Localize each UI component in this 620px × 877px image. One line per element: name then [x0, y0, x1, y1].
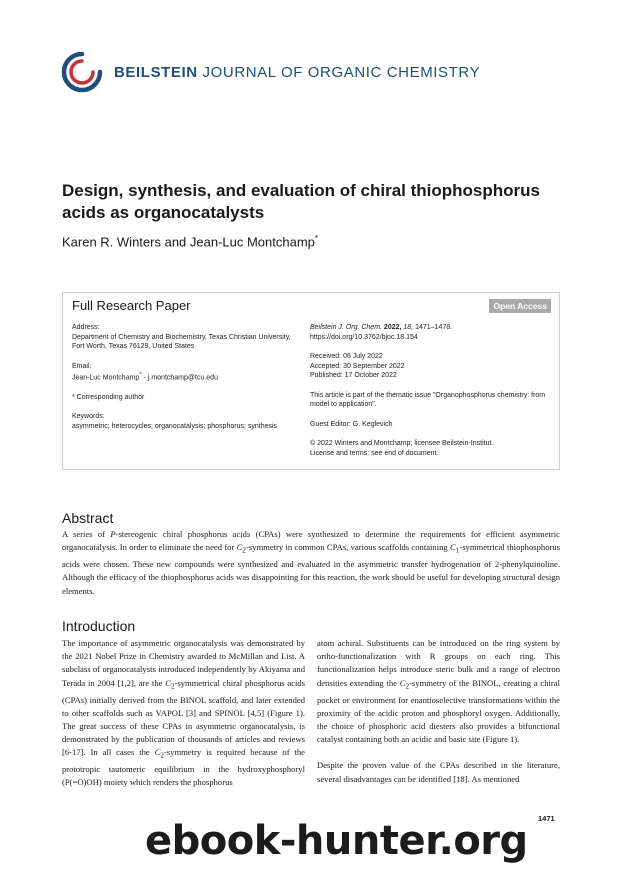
intro-right-paragraph-2: Despite the proven value of the CPAs described in the literature, several disadvantages can be identified [18]. As mentioned: [317, 760, 560, 784]
corresponding-mark: *: [314, 234, 319, 243]
keywords-label: Keywords:: [72, 413, 105, 421]
citation-volume: 18,: [403, 324, 414, 331]
abstract-part: -symmetrical thiophosphorus acids were chosen. These new compounds were synthesized and evaluated in the asymmetric transfer hydrogenation of 2-phenylquinoline. Although the efficacy of the thiophosphorus acids was disappointing for this reaction, the work should be useful for developing structural design elements.: [62, 542, 560, 596]
open-access-badge: Open Access: [489, 299, 551, 313]
published-date: Published: 17 October 2022: [310, 372, 397, 379]
journal-name: [114, 64, 480, 81]
email-mark: *: [139, 372, 142, 378]
email-link[interactable]: - j.montchamp@tcu.edu: [141, 374, 218, 382]
introduction-heading: Introduction: [62, 618, 136, 634]
guest-editor: Guest Editor: G. Keglevich: [310, 420, 393, 428]
introduction-right-column: [317, 637, 560, 786]
copyright-text: © 2022 Winters and Montchamp; licensee Beilstein-Institut.: [310, 440, 494, 447]
introduction-left-column: [62, 637, 305, 790]
authors: [62, 234, 318, 249]
address-block: [72, 323, 302, 352]
intro-symmetry-letter: C: [399, 677, 406, 688]
citation-journal: Beilstein J. Org. Chem.: [310, 324, 382, 331]
citation-year: 2022,: [383, 324, 402, 331]
author-names: Karen R. Winters and Jean-Luc Montchamp: [62, 234, 315, 250]
watermark: ebook-hunter.org: [145, 818, 528, 864]
abstract-heading: Abstract: [62, 510, 114, 526]
info-left-column: [72, 323, 302, 441]
email-name: Jean-Luc Montchamp: [72, 374, 140, 382]
doi-link[interactable]: https://doi.org/10.3762/bjoc.18.154: [310, 333, 418, 341]
intro-part: atom achiral. Substituents can be introduced on the ring system by ortho-functionalization with R groups on each ring. This functionalization helps introduce steric bulk and a range of electron densities extending the: [317, 638, 560, 688]
info-right-column: [310, 323, 555, 468]
intro-right-paragraph-1: [317, 637, 560, 746]
citation-block: [310, 323, 555, 342]
dates-block: [310, 352, 555, 381]
address-label: Address:: [72, 324, 100, 331]
intro-part: The importance of asymmetric organocatalysis was demonstrated by the 2021 Nobel Prize in Chemistry awarded to McMillan and List. A subclass of organocatalysts introduced independently by Akiyama and Terada in 2004 [1,2], are the: [62, 638, 305, 688]
abstract-text: [62, 528, 560, 598]
intro-part: -symmetrical chiral phosphorus acids (CPAs) initially derived from the BINOL scaffold, and later extended to other scaffolds such as VAPOL [3] and SPINOL [4,5] (Figure 1). The great success of these CPAs in asymmetric organocatalysis, is demonstrated by the publication of thousands of articles and reviews [6-17]. In all cases the: [62, 677, 305, 758]
keywords-block: [72, 412, 302, 431]
abstract-part: A series of: [62, 529, 111, 539]
intro-part: -symmetry of the BINOL, creating a chiral pocket or environment for enantioselective transformations within the proximity of the acidic proton and phosphoryl oxygen. Additionally, the choice of phosphoric acid diesters also provides a bifunctional catalyst containing both an acidic and basic site (Figure 1).: [317, 677, 560, 745]
license-text: License and terms: see end of document.: [310, 449, 439, 457]
keywords-text: asymmetric; heterocycles; organocatalysis; phosphorus; synthesis: [72, 422, 278, 430]
abstract-part: -stereogenic chiral phosphorus acids (CPAs) were synthesized to determine the requirements for efficient asymmetric organocatalysis. In order to eliminate the need for: [62, 529, 561, 553]
page-number: 1471: [538, 814, 555, 823]
intro-symmetry-letter: C: [165, 677, 171, 688]
copyright-block: [310, 439, 555, 458]
abstract-part: -symmetry in common CPAs, various scaffolds containing: [245, 542, 451, 553]
beilstein-logo-icon: [60, 50, 104, 94]
intro-part: -symmetry is required because of the prototropic tautomeric equilibrium in the hydroxyphosphoryl (P(=O)OH) moiety which renders the phosphorus: [62, 747, 305, 788]
citation-pages: 1471–1478.: [415, 324, 453, 331]
abstract-subscript: 1: [455, 546, 460, 555]
abstract-subscript: 2: [242, 546, 246, 555]
article-type: Full Research Paper: [72, 298, 191, 313]
journal-name-bold: BEILSTEIN: [114, 63, 198, 81]
abstract-symmetry-letter: C: [450, 542, 456, 553]
corresponding-note: * Corresponding author: [72, 393, 145, 401]
received-date: Received: 06 July 2022: [310, 353, 383, 360]
abstract-symmetry-letter: C: [236, 542, 243, 553]
email-block: [72, 362, 302, 383]
abstract-italic-p: P: [110, 529, 116, 539]
intro-subscript: 2: [170, 682, 175, 691]
intro-subscript: 2: [160, 752, 164, 761]
article-info-box: [62, 292, 560, 470]
intro-subscript: 2: [405, 682, 410, 691]
journal-name-rest: JOURNAL OF ORGANIC CHEMISTRY: [202, 63, 481, 81]
journal-header: [60, 50, 480, 94]
intro-symmetry-letter: C: [154, 747, 161, 758]
address-text: Department of Chemistry and Biochemistry, Texas Christian University, Fort Worth, Texas 76129, United States: [72, 333, 291, 350]
email-label: Email:: [72, 362, 92, 370]
article-title: Design, synthesis, and evaluation of chiral thiophosphorus acids as organocatalysts: [62, 181, 540, 222]
thematic-issue: This article is part of the thematic issue "Organophosphorus chemistry: from model to application".: [310, 391, 546, 408]
accepted-date: Accepted: 30 September 2022: [310, 362, 405, 370]
